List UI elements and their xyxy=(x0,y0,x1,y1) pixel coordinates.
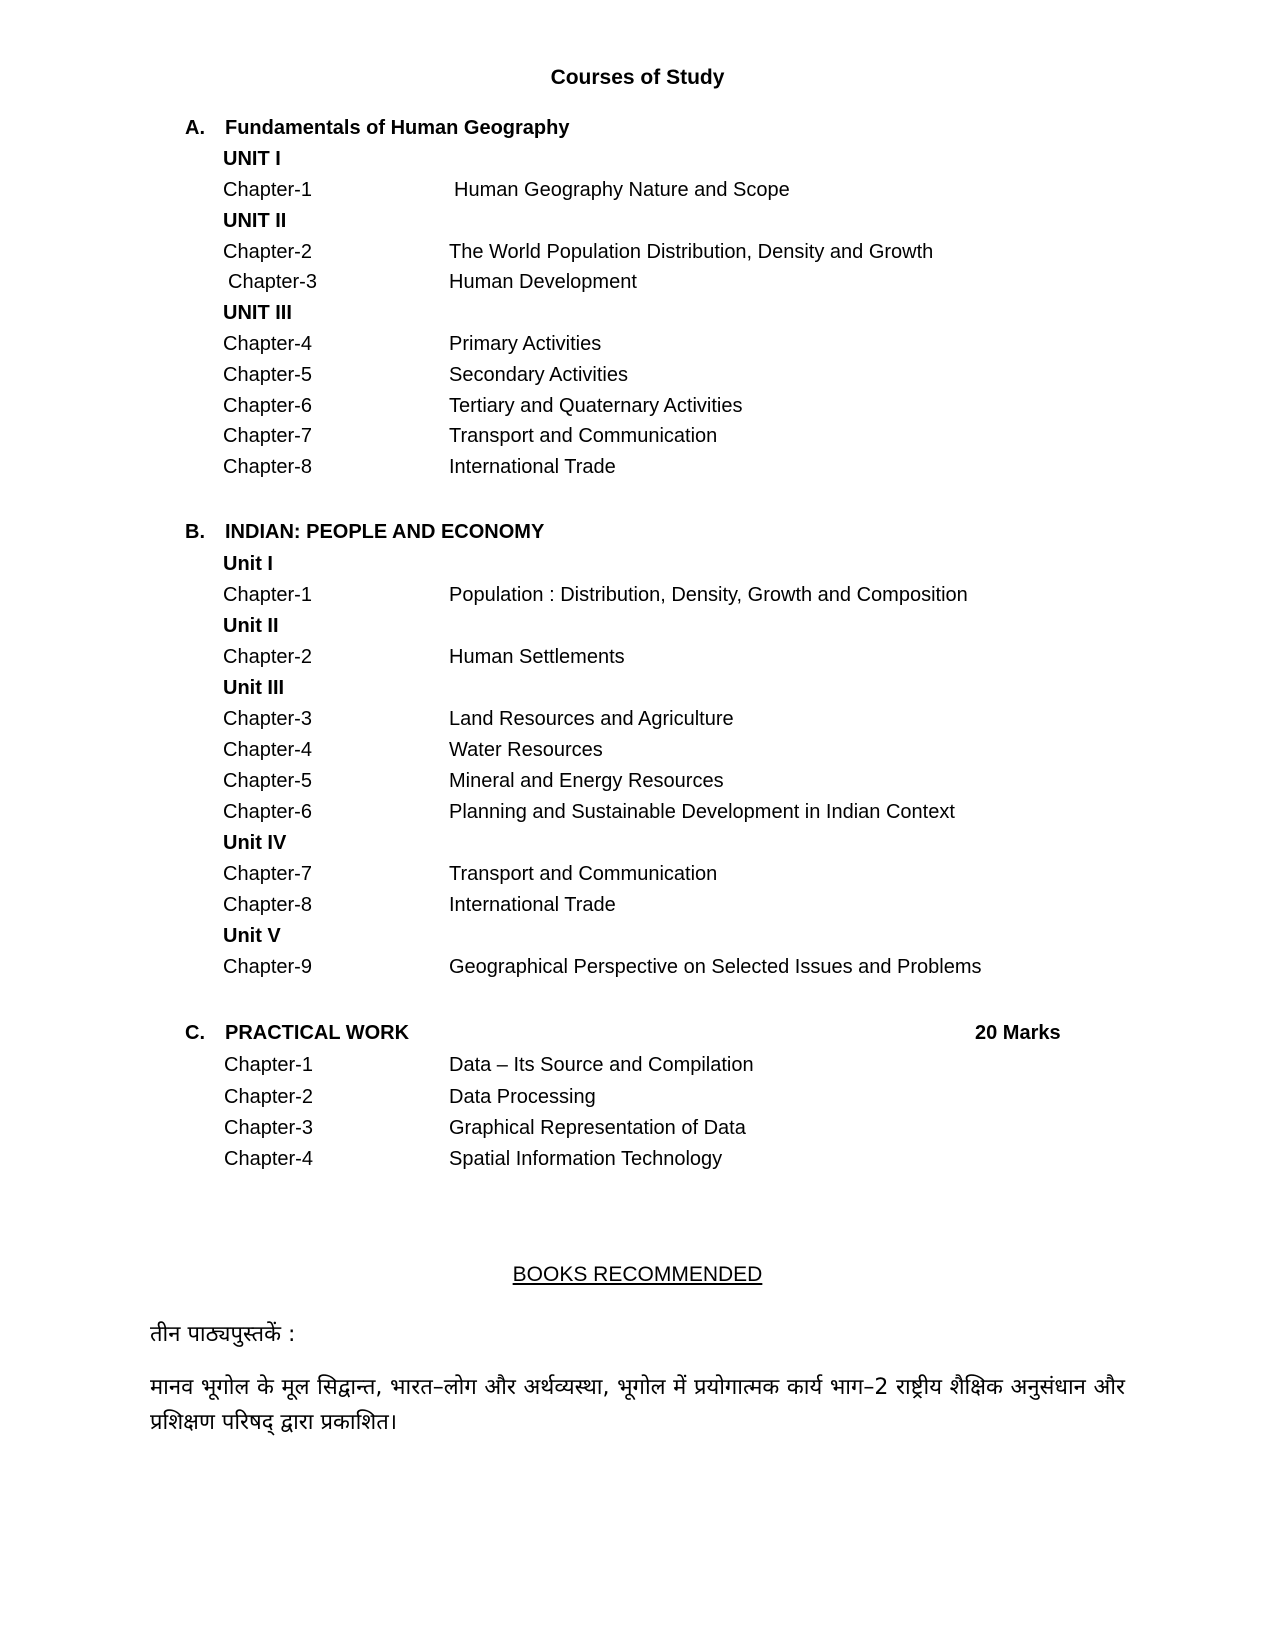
section-b-chapter-2-title: Human Settlements xyxy=(449,646,625,668)
section-c-title: PRACTICAL WORK xyxy=(225,1022,410,1044)
section-a-chapter-6-title: Tertiary and Quaternary Activities xyxy=(449,395,743,417)
section-c-chapter-4-title: Spatial Information Technology xyxy=(449,1148,723,1170)
page-title: Courses of Study xyxy=(550,66,725,89)
section-b-chapter-9-title: Geographical Perspective on Selected Issues and Problems xyxy=(449,956,982,978)
books-recommended-heading xyxy=(0,1263,1275,1287)
section-a-unit-1: UNIT I xyxy=(223,148,281,170)
section-b-chapter-6-label: Chapter-6 xyxy=(223,801,312,823)
section-c-chapter-1-label: Chapter-1 xyxy=(224,1054,313,1076)
section-c-chapter-1-title: Data – Its Source and Compilation xyxy=(449,1054,754,1076)
section-b-chapter-1-title: Population : Distribution, Density, Growth and Composition xyxy=(449,584,968,606)
section-a-chapter-4-label: Chapter-4 xyxy=(223,333,312,355)
section-c-chapter-3-title: Graphical Representation of Data xyxy=(449,1117,746,1139)
section-b-unit-3: Unit III xyxy=(223,677,285,699)
section-a-chapter-1-title: Human Geography Nature and Scope xyxy=(454,179,790,201)
section-a-chapter-2-label: Chapter-2 xyxy=(223,241,312,263)
hindi-textbooks-description: मानव भूगोल के मूल सिद्वान्त, भारत–लोग और अर्थव्यस्था, भूगोल में प्रयोगात्मक कार्य भाग–2 राष्ट्रीय शैक्षिक अनुसंधान और प्रशिक्षण परिषद् द्वारा प्रकाशित। xyxy=(150,1375,1125,1435)
section-a-chapter-3-label: Chapter-3 xyxy=(228,271,317,293)
section-b-chapter-8-title: International Trade xyxy=(449,894,616,916)
section-a-unit-2: UNIT II xyxy=(223,210,287,232)
section-b-heading xyxy=(185,521,544,544)
section-c-chapter-3-label: Chapter-3 xyxy=(224,1117,313,1139)
section-b-chapter-3-title: Land Resources and Agriculture xyxy=(449,708,734,730)
section-a-chapter-4-title: Primary Activities xyxy=(449,333,602,355)
section-b-chapter-8-label: Chapter-8 xyxy=(223,894,312,916)
section-c-letter: C. xyxy=(185,1022,205,1044)
section-a-chapter-3-title: Human Development xyxy=(449,271,637,293)
section-b-letter: B. xyxy=(185,521,205,543)
books-recommended-text: BOOKS RECOMMENDED xyxy=(512,1263,763,1286)
section-a-chapter-5-title: Secondary Activities xyxy=(449,364,628,386)
section-b-chapter-4-title: Water Resources xyxy=(449,739,603,761)
section-b-chapter-7-label: Chapter-7 xyxy=(223,863,312,885)
section-a-chapter-8-label: Chapter-8 xyxy=(223,456,312,478)
section-b-chapter-6-title: Planning and Sustainable Development in Indian Context xyxy=(449,801,955,823)
section-a-unit-3: UNIT III xyxy=(223,302,292,324)
section-a-chapter-7-label: Chapter-7 xyxy=(223,425,312,447)
section-c-heading xyxy=(185,1022,409,1045)
section-a-title: Fundamentals of Human Geography xyxy=(225,117,570,139)
section-a-chapter-2-title: The World Population Distribution, Density and Growth xyxy=(449,241,934,263)
section-a-heading xyxy=(185,117,569,140)
hindi-textbooks-label: तीन पाठ्यपुस्तकें : xyxy=(150,1322,296,1347)
section-a-chapter-1-label: Chapter-1 xyxy=(223,179,312,201)
section-a-chapter-7-title: Transport and Communication xyxy=(449,425,718,447)
section-c-marks: 20 Marks xyxy=(975,1022,1061,1044)
section-a-chapter-5-label: Chapter-5 xyxy=(223,364,312,386)
section-c-chapter-2-title: Data Processing xyxy=(449,1086,596,1108)
section-b-chapter-9-label: Chapter-9 xyxy=(223,956,312,978)
section-b-unit-4: Unit IV xyxy=(223,832,287,854)
section-b-unit-5: Unit V xyxy=(223,925,281,947)
section-c-chapter-2-label: Chapter-2 xyxy=(224,1086,313,1108)
section-b-unit-2: Unit II xyxy=(223,615,279,637)
section-a-letter: A. xyxy=(185,117,205,139)
section-b-chapter-4-label: Chapter-4 xyxy=(223,739,312,761)
section-b-chapter-7-title: Transport and Communication xyxy=(449,863,718,885)
section-a-chapter-6-label: Chapter-6 xyxy=(223,395,312,417)
section-c-chapter-4-label: Chapter-4 xyxy=(224,1148,313,1170)
section-b-chapter-2-label: Chapter-2 xyxy=(223,646,312,668)
section-b-chapter-1-label: Chapter-1 xyxy=(223,584,312,606)
section-a-chapter-8-title: International Trade xyxy=(449,456,616,478)
section-b-chapter-3-label: Chapter-3 xyxy=(223,708,312,730)
section-b-chapter-5-title: Mineral and Energy Resources xyxy=(449,770,724,792)
section-b-unit-1: Unit I xyxy=(223,553,273,575)
section-b-chapter-5-label: Chapter-5 xyxy=(223,770,312,792)
section-b-title: INDIAN: PEOPLE AND ECONOMY xyxy=(225,521,545,543)
